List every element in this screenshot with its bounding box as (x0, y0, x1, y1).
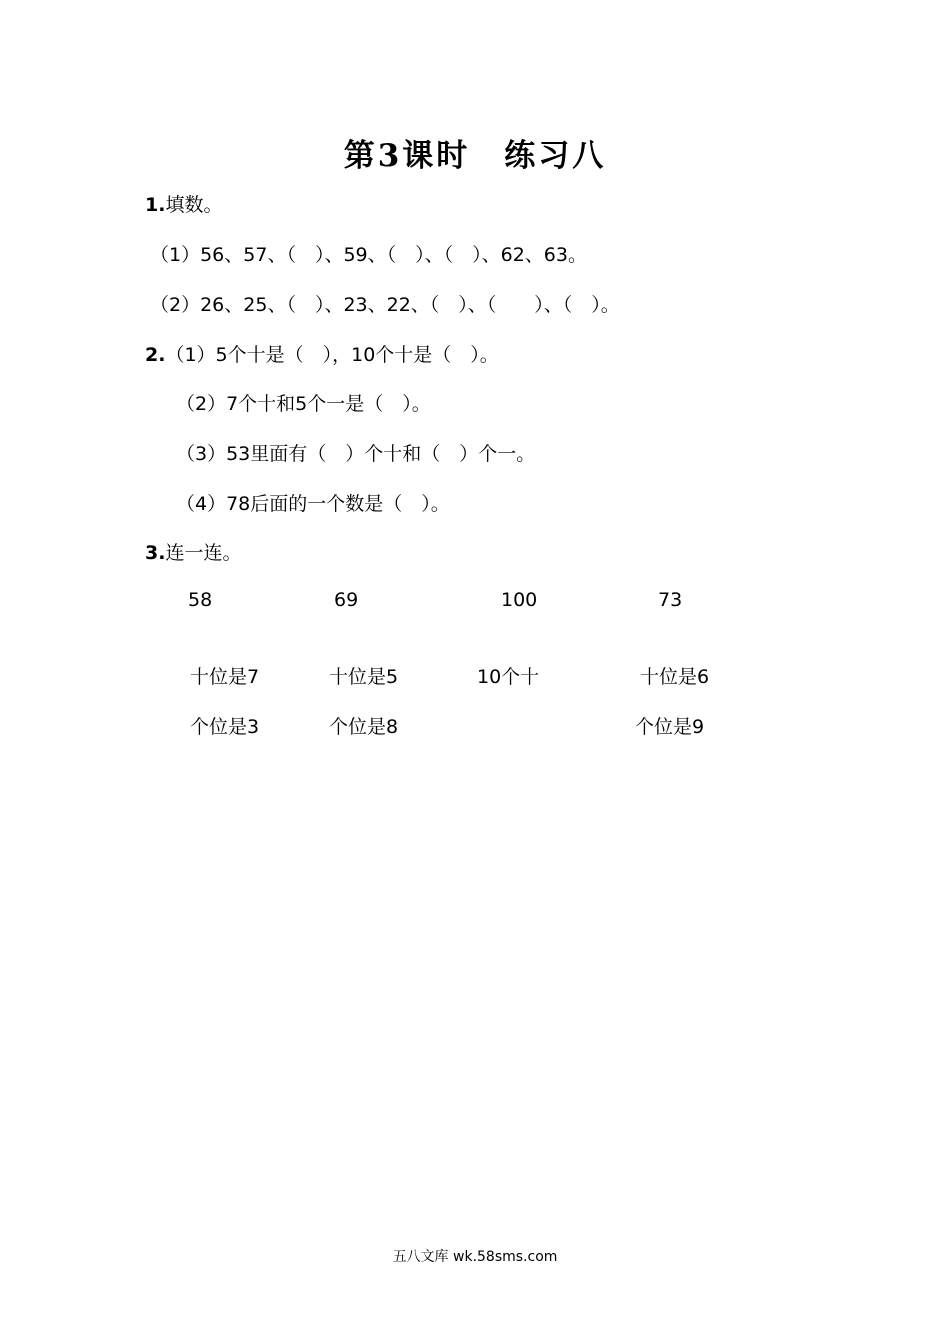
question-1-line-2: （2）26、25、（ ）、23、22、（ ）、（ ）、（ ）。 (150, 294, 620, 316)
match-number: 69 (334, 589, 359, 611)
question-1-prompt: 填数。 (165, 194, 223, 216)
match-option: 个位是8 (329, 716, 399, 738)
question-1-number: 1. (145, 194, 166, 216)
question-1-line-1: （1）56、57、（ ）、59、（ ）、（ ）、62、63。 (150, 244, 587, 266)
question-2-heading (145, 340, 499, 367)
question-2-line-4: （4）78后面的一个数是（ ）。 (176, 493, 450, 515)
match-option: 10个十 (477, 666, 540, 688)
match-number: 58 (188, 589, 213, 611)
question-3-heading (145, 538, 241, 565)
question-2-number: 2. (145, 344, 166, 366)
question-2-line-1: （1）5个十是（ ），10个十是（ ）。 (165, 344, 499, 366)
match-option: 个位是3 (190, 716, 260, 738)
question-2-line-3: （3）53里面有（ ）个十和（ ）个一。 (176, 443, 536, 465)
match-number: 73 (658, 589, 683, 611)
question-3-prompt: 连一连。 (165, 542, 242, 564)
question-2-line-2: （2）7个十和5个一是（ ）。 (176, 393, 431, 415)
page-title: 第3课时 练习八 (343, 138, 607, 174)
match-option: 个位是9 (635, 716, 705, 738)
match-option: 十位是7 (190, 666, 260, 688)
question-1-heading (145, 190, 222, 217)
match-option: 十位是6 (640, 666, 710, 688)
match-number: 100 (501, 589, 538, 611)
footer-watermark: 五八文库 wk.58sms.com (392, 1249, 558, 1265)
question-3-number: 3. (145, 542, 166, 564)
match-option: 十位是5 (329, 666, 399, 688)
